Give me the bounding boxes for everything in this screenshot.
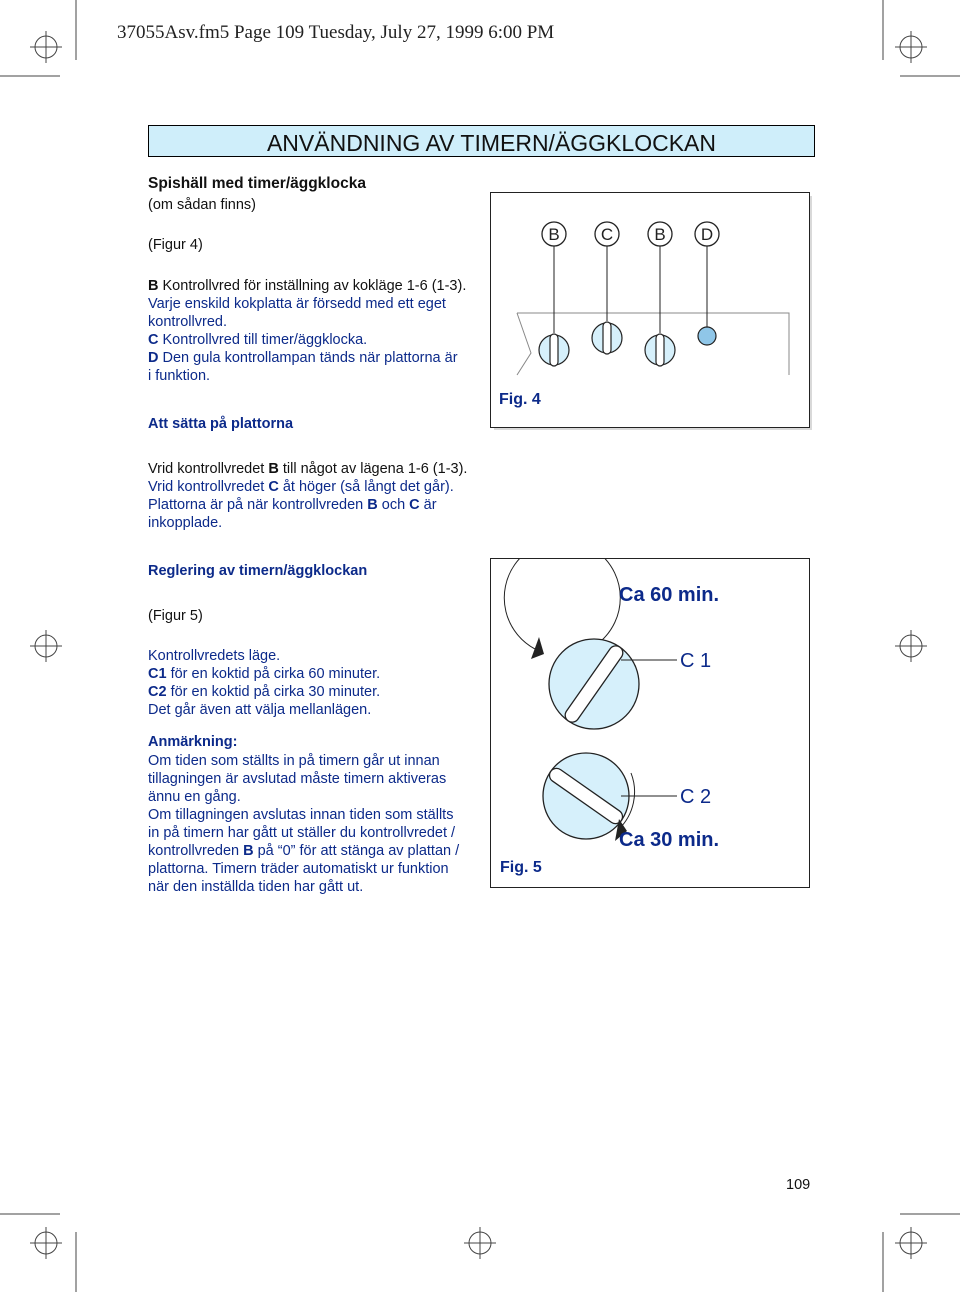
section-title-bar <box>148 125 815 157</box>
figure-5 <box>490 558 810 888</box>
figure-ref-4: (Figur 4) <box>148 237 203 253</box>
note-line: ännu en gång. <box>148 789 241 805</box>
regulation-line: C1 för en koktid på cirka 60 minuter. <box>148 666 381 682</box>
running-header: 37055Asv.fm5 Page 109 Tuesday, July 27, 1999 6:00 PM <box>117 22 555 43</box>
note-heading: Anmärkning: <box>148 734 238 750</box>
fig5-label-c1: C 1 <box>680 650 712 672</box>
note-line: Om tiden som ställts in på timern går ut innan <box>148 753 440 769</box>
note-line: när den inställda tiden har gått ut. <box>148 879 364 895</box>
section-title: ANVÄNDNING AV TIMERN/ÄGGKLOCKAN <box>266 130 716 156</box>
regulation-line: Kontrollvredets läge. <box>148 648 281 664</box>
figure-4 <box>490 192 810 428</box>
legend-line: C Kontrollvred till timer/äggklocka. <box>148 332 368 348</box>
switch-on-heading: Att sätta på plattorna <box>148 416 294 432</box>
fig5-caption: Fig. 5 <box>500 859 542 876</box>
callout-c: C <box>600 225 614 244</box>
fig5-top-time: Ca 60 min. <box>619 584 720 606</box>
note-line: in på timern har gått ut ställer du kontrollvredet / <box>148 825 456 841</box>
instruction-line: inkopplade. <box>148 515 223 531</box>
note-paragraph-1 <box>148 752 446 806</box>
fig5-bottom-time: Ca 30 min. <box>619 829 720 851</box>
hob-subheading: (om sådan finns) <box>148 197 256 213</box>
knob-b1 <box>539 334 569 366</box>
note-line: kontrollvreden B på “0” för att stänga av plattan / <box>148 843 460 859</box>
regulation-line: Det går även att välja mellanlägen. <box>148 702 372 718</box>
callout-b1: B <box>548 225 560 244</box>
regulation-line: C2 för en koktid på cirka 30 minuter. <box>148 684 381 700</box>
instruction-line: Plattorna är på när kontrollvreden B och C är <box>148 497 437 513</box>
page-number: 109 <box>786 1177 811 1193</box>
regulation-lines <box>148 647 380 719</box>
note-line: Om tillagningen avslutas innan tiden som ställts <box>148 807 454 823</box>
fig4-caption: Fig. 4 <box>499 391 541 408</box>
legend-line: Varje enskild kokplatta är försedd med ett eget <box>148 296 446 312</box>
legend-line: B Kontrollvred för inställning av kokläge 1-6 (1-3). <box>148 278 467 294</box>
knob-b2 <box>645 334 675 366</box>
callout-d: D <box>700 225 714 244</box>
legend-line: i funktion. <box>148 368 211 384</box>
fig5-label-c2: C 2 <box>680 786 712 808</box>
hob-heading: Spishäll med timer/äggklocka <box>148 175 366 192</box>
note-paragraph-2 <box>148 806 459 896</box>
switch-on-instructions <box>148 460 467 532</box>
regulation-heading: Reglering av timern/äggklockan <box>148 563 368 579</box>
note-line: plattorna. Timern träder automatiskt ur funktion <box>148 861 449 877</box>
callout-b2: B <box>654 225 666 244</box>
instruction-line: Vrid kontrollvredet B till något av lägena 1-6 (1-3). <box>148 461 468 477</box>
knob-c2 <box>543 753 677 841</box>
hob-legend <box>148 277 466 385</box>
instruction-line: Vrid kontrollvredet C åt höger (så långt det går). <box>148 479 454 495</box>
knob-c <box>592 322 622 354</box>
legend-line: kontrollvred. <box>148 314 227 330</box>
indicator-lamp-d <box>698 327 716 345</box>
figure-ref-5: (Figur 5) <box>148 608 203 624</box>
legend-line: D Den gula kontrollampan tänds när plattorna är <box>148 350 458 366</box>
note-line: tillagningen är avslutad måste timern aktiveras <box>148 771 447 787</box>
